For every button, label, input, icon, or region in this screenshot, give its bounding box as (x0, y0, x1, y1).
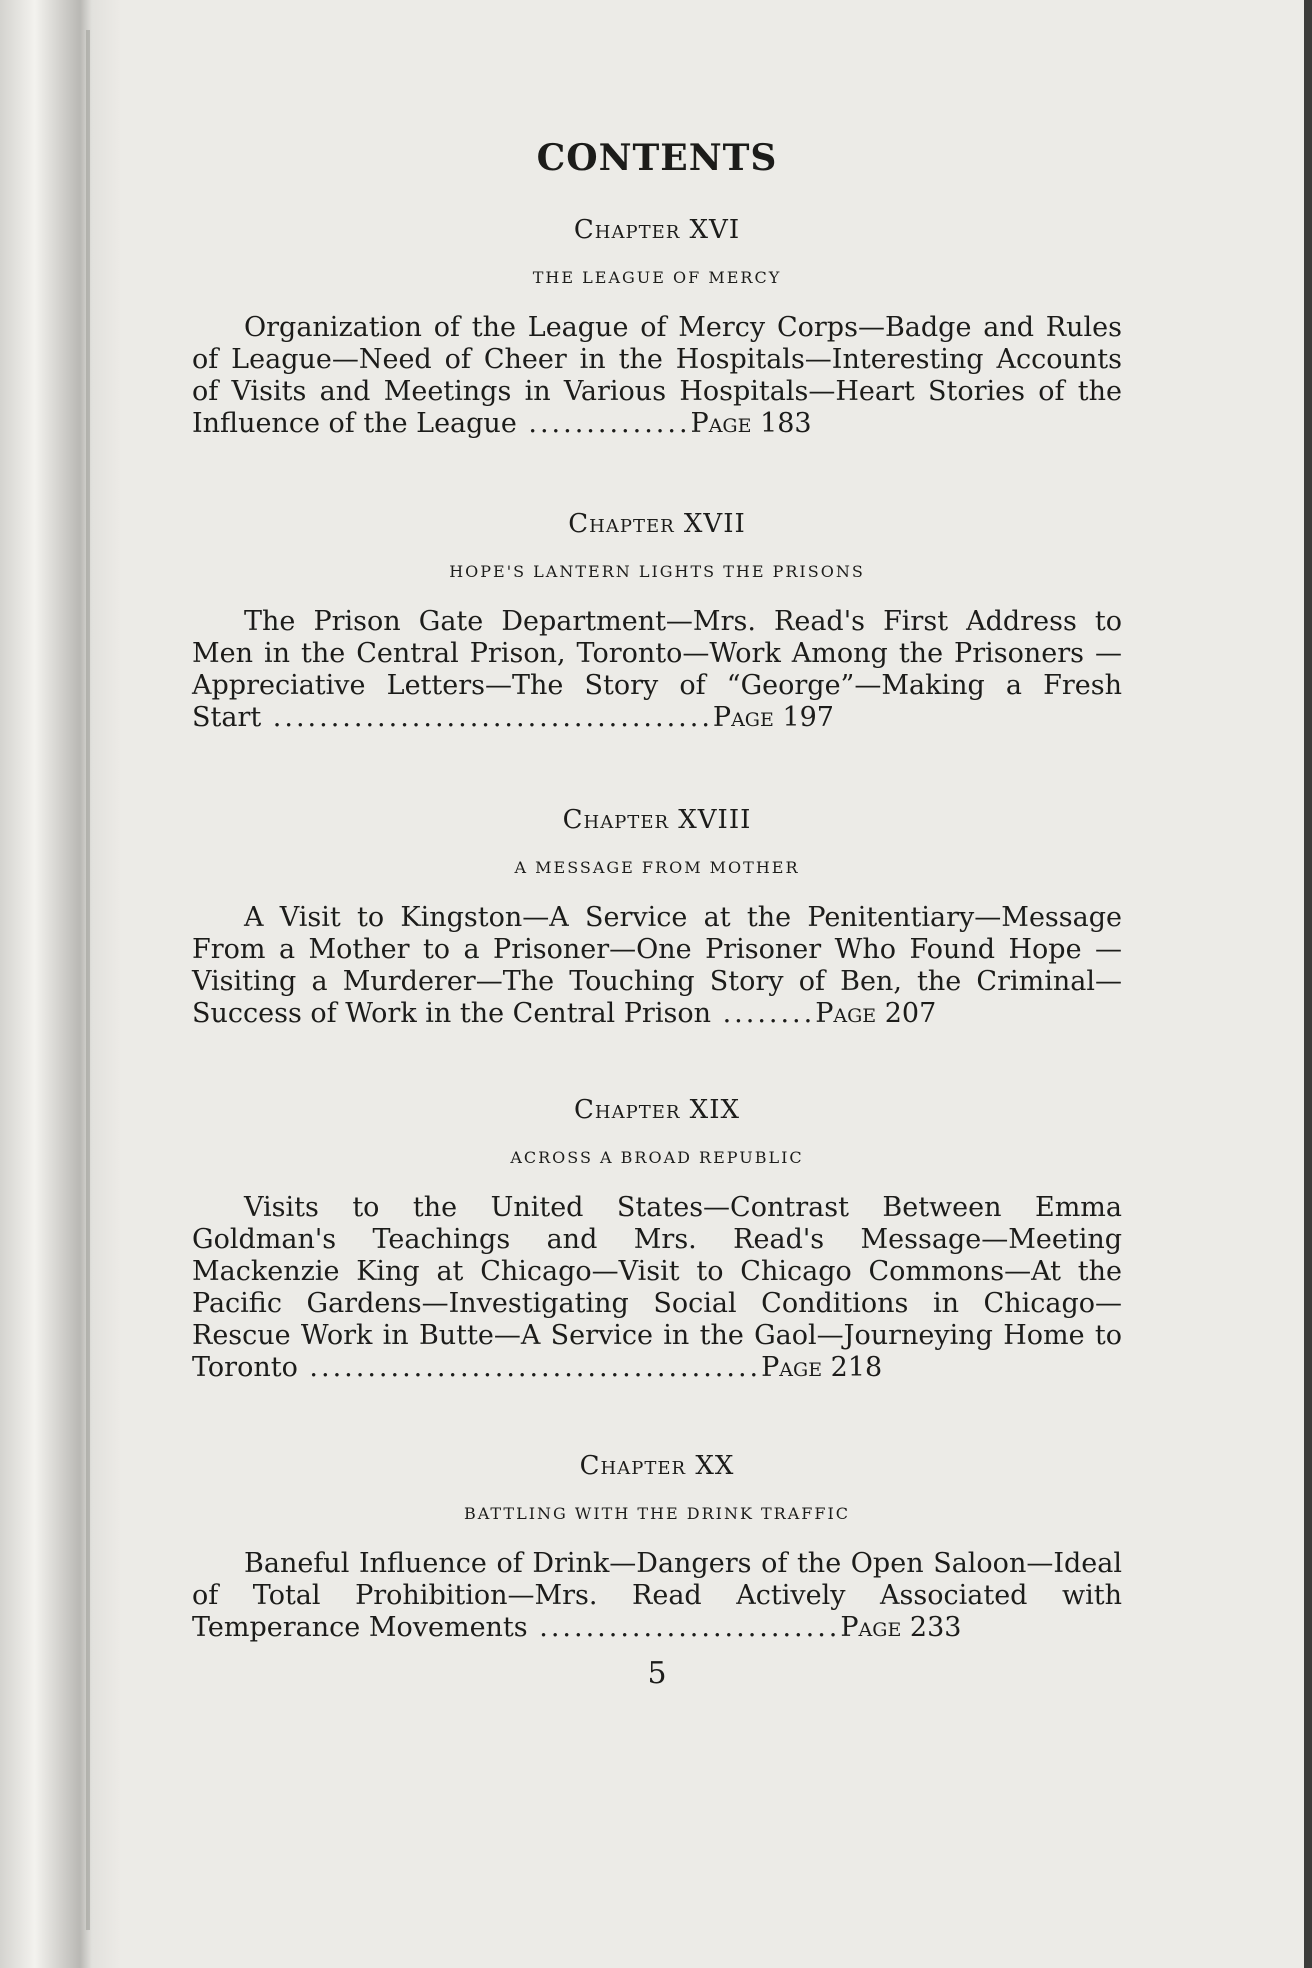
summary-text: The Prison Gate Department—Mrs. Read's First Address to Men in the Central Prison, Toronto—Work Among the Prisoners —Appreciative Letters—The Story of “George”—Making a Fresh Start (192, 606, 1122, 733)
chapter-entry-xviii (192, 804, 1122, 1030)
dot-leader: ....................................... (297, 1352, 762, 1383)
chapter-heading: Chapter XVII (568, 509, 746, 539)
contents-column (192, 136, 1122, 1692)
chapter-subtitle: ACROSS A BROAD REPUBLIC (510, 1148, 804, 1167)
chapter-subtitle: THE LEAGUE OF MERCY (532, 268, 782, 287)
summary-text: Visits to the United States—Contrast Between Emma Goldman's Teachings and Mrs. Read's Message—Meeting Mackenzie King at Chicago—Visit to Chicago Commons—At the Pacific Gardens—Investigating Social Conditions in Chicago—Rescue Work in Butte—A Service in the Gaol—Journeying Home to Toronto (192, 1192, 1122, 1383)
page-reference: Page 233 (840, 1612, 962, 1643)
page-reference: Page 197 (712, 702, 834, 733)
chapter-entry-xvii (192, 508, 1122, 734)
chapter-heading: Chapter XVI (573, 215, 741, 245)
chapter-heading: Chapter XX (579, 1451, 735, 1481)
page-gutter-shadow (0, 0, 120, 1968)
dot-leader: .............. (516, 408, 691, 439)
chapter-heading: Chapter XVIII (562, 805, 752, 835)
chapter-summary (192, 312, 1122, 440)
summary-text: Organization of the League of Mercy Corps—Badge and Rules of League—Need of Cheer in the Hospitals—Interesting Accounts of Visits and Meetings in Various Hospitals—Heart Stories of the Influence of the League (192, 312, 1122, 439)
page-title: CONTENTS (536, 137, 778, 179)
binding-crease (86, 30, 90, 1930)
chapter-subtitle: A MESSAGE FROM MOTHER (514, 858, 800, 877)
chapter-summary (192, 1192, 1122, 1384)
page-reference: Page 218 (761, 1352, 883, 1383)
chapter-subtitle: BATTLING WITH THE DRINK TRAFFIC (463, 1504, 851, 1523)
chapter-heading: Chapter XIX (574, 1095, 740, 1125)
page-reference: Page 207 (815, 998, 937, 1029)
chapter-entry-xx (192, 1450, 1122, 1644)
summary-text: Baneful Influence of Drink—Dangers of the Open Saloon—Ideal of Total Prohibition—Mrs. Read Actively Associated with Temperance Movements (192, 1548, 1122, 1643)
chapter-summary (192, 606, 1122, 734)
chapter-summary (192, 902, 1122, 1030)
chapter-entry-xvi (192, 214, 1122, 440)
chapter-entry-xix (192, 1094, 1122, 1384)
chapter-subtitle: HOPE'S LANTERN LIGHTS THE PRISONS (449, 562, 865, 581)
summary-text: A Visit to Kingston—A Service at the Penitentiary—Message From a Mother to a Prisoner—One Prisoner Who Found Hope —Visiting a Murderer—The Touching Story of Ben, the Criminal—Success of Work in the Central Prison (192, 902, 1122, 1029)
page-reference: Page 183 (690, 408, 812, 439)
dot-leader: ........ (710, 998, 816, 1029)
page-number: 5 (647, 1656, 667, 1691)
dot-leader: ...................................... (261, 702, 713, 733)
chapter-summary (192, 1548, 1122, 1644)
dot-leader: .......................... (527, 1612, 841, 1643)
